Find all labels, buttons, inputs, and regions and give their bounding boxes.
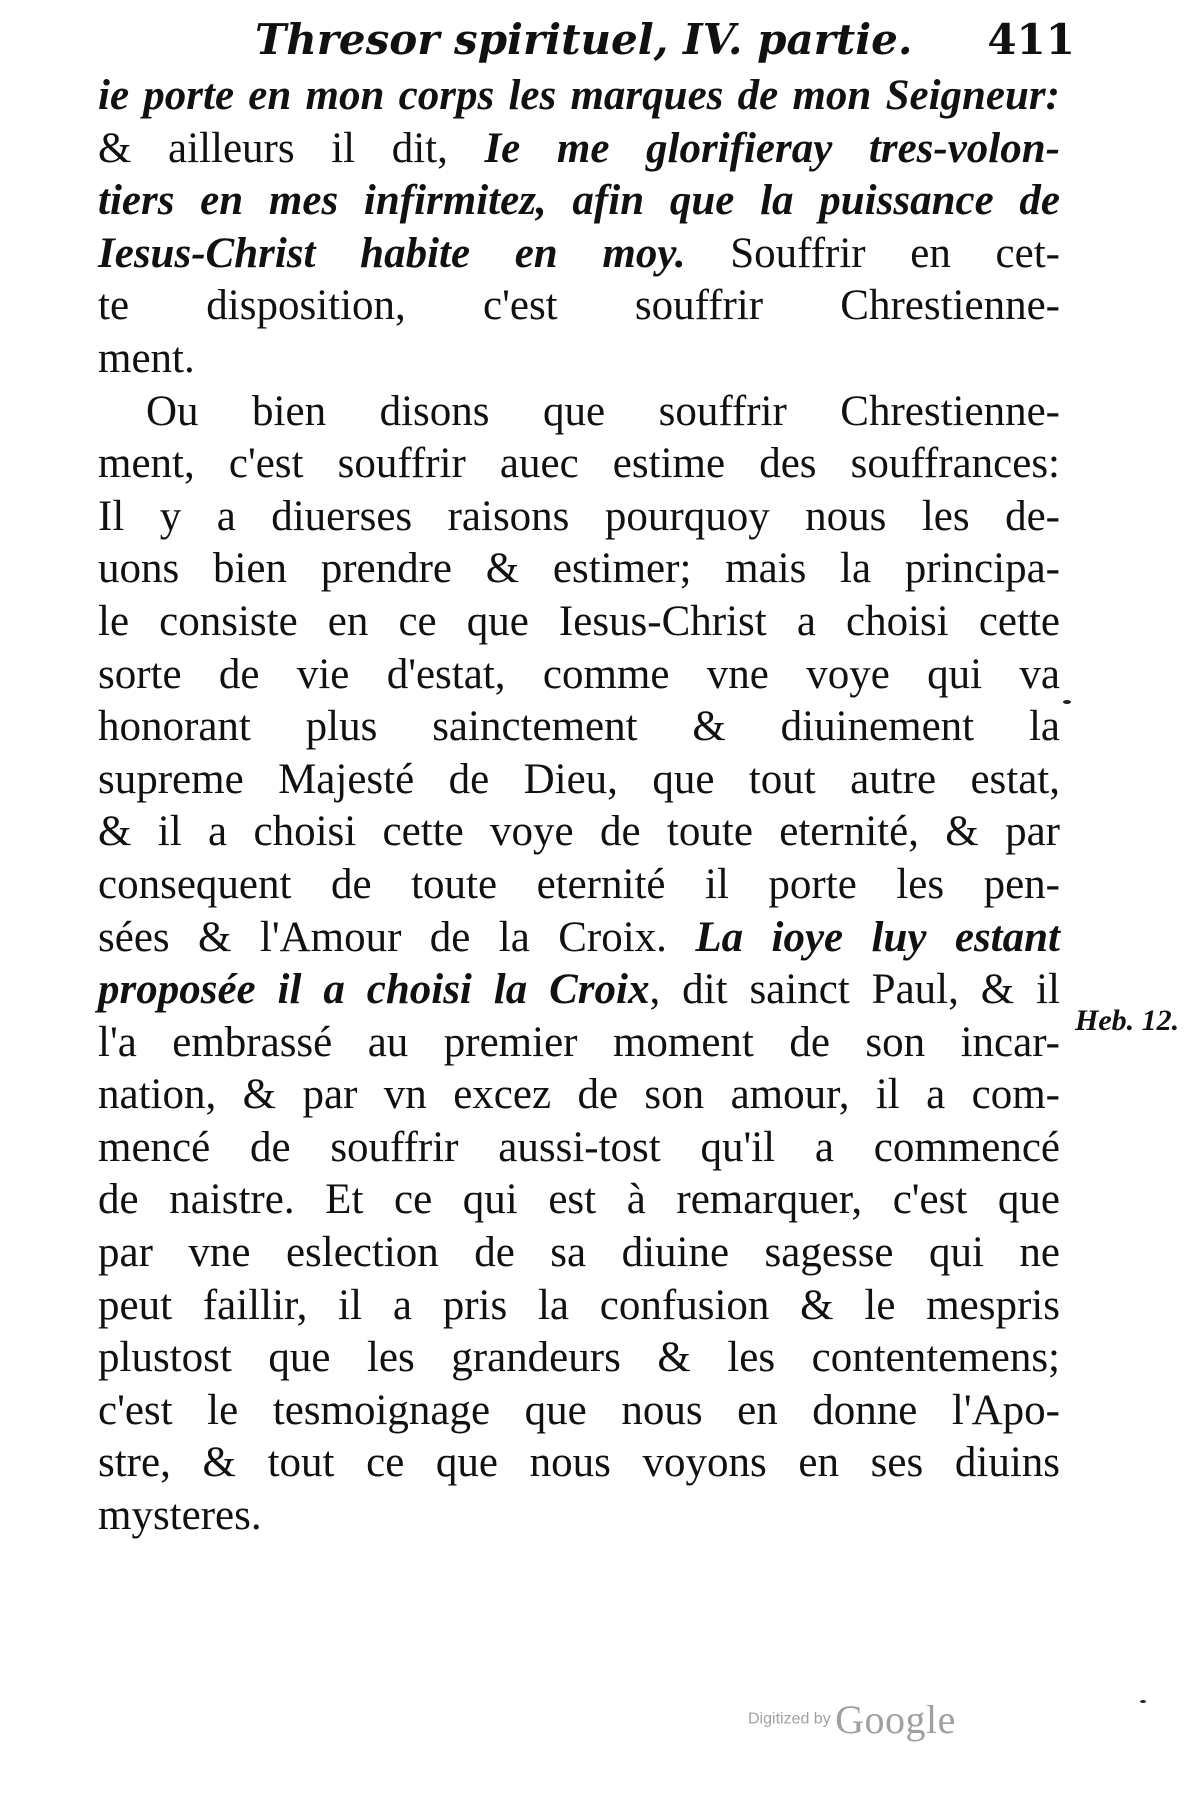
italic-quote: ie porte en mon corps les marques de mon Seigneur: bbox=[98, 72, 1060, 119]
text-run: Il y a diuerses raisons pourquoy nous les de- bbox=[98, 492, 1060, 540]
page-number: 411 bbox=[987, 15, 1075, 64]
text-run: Ou bien disons que souffrir Chrestienne- bbox=[146, 387, 1060, 435]
text-run: ment, c'est souffrir auec estime des souffrances: bbox=[98, 440, 1060, 488]
text-run: plustost que les grandeurs & les contentemens; bbox=[98, 1334, 1060, 1382]
text-run: honorant plus sainctement & diuinement la bbox=[98, 703, 1060, 751]
text-run: te disposition, c'est souffrir Chrestienne- bbox=[98, 282, 1060, 330]
text-line bbox=[98, 649, 1060, 702]
text-line bbox=[98, 912, 1060, 965]
text-line bbox=[98, 1122, 1060, 1175]
text-line bbox=[98, 175, 1060, 228]
text-line bbox=[98, 386, 1060, 439]
text-run: de naistre. Et ce qui est à remarquer, c'est que bbox=[98, 1176, 1060, 1224]
text-run: le consiste en ce que Iesus-Christ a choisi cette bbox=[98, 597, 1060, 645]
text-line bbox=[98, 1490, 1060, 1543]
text-run: ment. bbox=[98, 334, 195, 382]
text-line bbox=[98, 1280, 1060, 1333]
text-line bbox=[98, 1385, 1060, 1438]
text-line bbox=[98, 859, 1060, 912]
text-line bbox=[98, 70, 1060, 123]
ink-speck bbox=[1140, 1700, 1146, 1703]
text-line bbox=[98, 438, 1060, 491]
text-run: sorte de vie d'estat, comme vne voye qui va bbox=[98, 650, 1060, 698]
margin-reference: Heb. 12. bbox=[1075, 1004, 1180, 1037]
body-text bbox=[98, 70, 1060, 1543]
text-run: supreme Majesté de Dieu, que tout autre estat, bbox=[98, 755, 1060, 803]
text-line bbox=[98, 1227, 1060, 1280]
text-line bbox=[98, 543, 1060, 596]
digitized-watermark bbox=[748, 1696, 956, 1756]
italic-quote: proposée il a choisi la Croix bbox=[98, 966, 650, 1014]
text-line bbox=[98, 1437, 1060, 1490]
italic-quote: Ie me glorifieray tres-volon- bbox=[484, 124, 1060, 172]
text-run: c'est le tesmoignage que nous en donne l'Apo- bbox=[98, 1386, 1060, 1434]
watermark-brand: Google bbox=[835, 1697, 956, 1742]
ink-speck bbox=[1063, 700, 1071, 704]
running-title: Thresor spirituel, IV. partie. bbox=[255, 15, 913, 64]
text-run: uons bien prendre & estimer; mais la principa- bbox=[98, 545, 1060, 593]
text-line bbox=[98, 333, 1060, 386]
text-line bbox=[98, 1069, 1060, 1122]
text-run: Souffrir en cet- bbox=[730, 229, 1060, 277]
italic-quote: Iesus-Christ habite en moy. bbox=[98, 229, 731, 277]
text-run: , dit sainct Paul, & il bbox=[649, 966, 1061, 1014]
text-line bbox=[98, 754, 1060, 807]
text-line bbox=[98, 806, 1060, 859]
text-run: nation, & par vn excez de son amour, il a com- bbox=[98, 1071, 1060, 1119]
text-line bbox=[98, 491, 1060, 544]
text-run: mysteres. bbox=[98, 1492, 262, 1540]
italic-quote: tiers en mes infirmitez, afin que la puissance de bbox=[98, 177, 1060, 225]
text-run: & ailleurs il dit, bbox=[98, 124, 485, 172]
text-run: stre, & tout ce que nous voyons en ses diuins bbox=[98, 1439, 1060, 1487]
text-run: & il a choisi cette voye de toute eternité, & par bbox=[98, 808, 1060, 856]
text-line bbox=[98, 701, 1060, 754]
italic-quote: La ioye luy estant bbox=[695, 913, 1060, 961]
text-line bbox=[98, 1017, 1060, 1070]
text-run: par vne eslection de sa diuine sagesse qui ne bbox=[98, 1229, 1060, 1277]
text-run: sées & l'Amour de la Croix. bbox=[98, 913, 696, 961]
text-line bbox=[98, 596, 1060, 649]
running-header bbox=[255, 14, 1075, 66]
text-line bbox=[98, 964, 1060, 1017]
text-run: peut faillir, il a pris la confusion & le mespris bbox=[98, 1281, 1060, 1329]
text-line bbox=[98, 1174, 1060, 1227]
watermark-prefix: Digitized by bbox=[748, 1710, 831, 1728]
text-line bbox=[98, 123, 1060, 176]
text-run: mencé de souffrir aussi-tost qu'il a commencé bbox=[98, 1123, 1060, 1171]
text-line bbox=[98, 228, 1060, 281]
text-run: consequent de toute eternité il porte les pen- bbox=[98, 860, 1060, 908]
text-run: l'a embrassé au premier moment de son incar- bbox=[98, 1018, 1060, 1066]
text-line bbox=[98, 280, 1060, 333]
text-line bbox=[98, 1332, 1060, 1385]
